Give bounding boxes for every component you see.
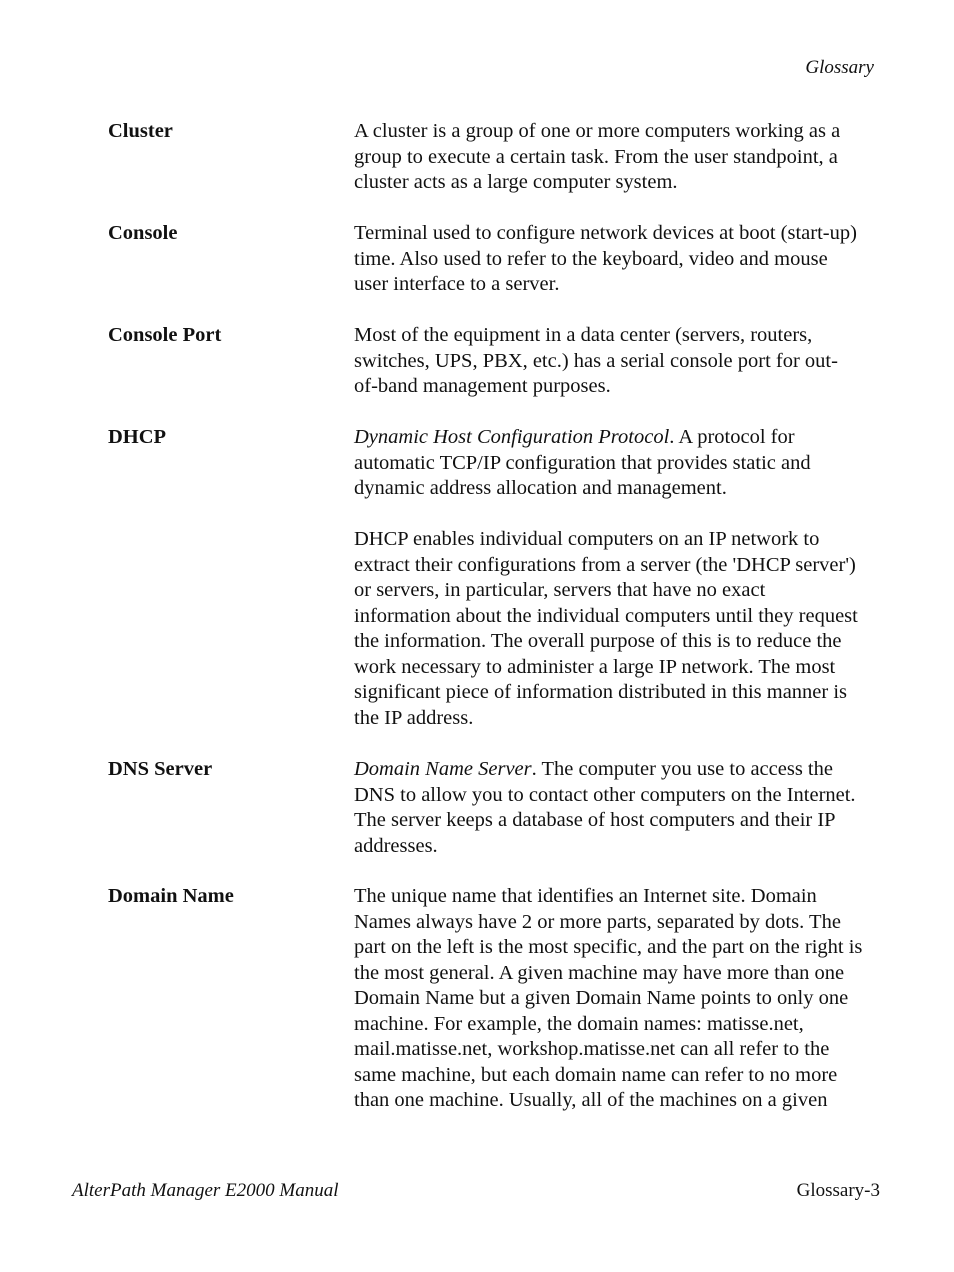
definition-text: Most of the equipment in a data center (servers, routers, switches, UPS, PBX, etc.) has a serial console port for out- of-band management purposes. [354, 324, 838, 397]
glossary-term: DHCP [108, 426, 167, 448]
definition-lead: Dynamic Host Configuration Protocol [354, 426, 670, 448]
definition-paragraph [354, 323, 894, 400]
definition-text: A cluster is a group of one or more computers working as a group to execute a certain task. From the user standpoint, a cluster acts as a large computer system. [354, 120, 841, 193]
glossary-term: DNS Server [108, 758, 213, 780]
running-header: Glossary [805, 57, 874, 78]
glossary-term: Console [108, 222, 178, 244]
definition-paragraph [354, 119, 894, 196]
glossary-definition [354, 119, 894, 196]
definition-paragraph [354, 425, 894, 502]
definition-lead: Domain Name Server [354, 758, 532, 780]
footer-manual-title: AlterPath Manager E2000 Manual [72, 1180, 339, 1201]
glossary-term: Cluster [108, 120, 173, 142]
glossary-definition [354, 221, 894, 298]
definition-text: . The computer you use to access the DNS to allow you to contact other computers on the Internet. The server keeps a database of host computers and their IP addresses. [354, 758, 856, 857]
definition-text: The unique name that identifies an Internet site. Domain Names always have 2 or more parts, separated by dots. The part on the left is the most specific, and the part on the right is the most general. A given machine may have more than one Domain Name but a given Domain Name points to only one machine. For example, the domain names: matisse.net, mail.matisse.net, workshop.matisse.net can all refer to the same machine, but each domain name can refer to no more than one machine. Usually, all of the machines on a given [354, 885, 863, 1111]
definition-paragraph [354, 757, 894, 859]
glossary-term: Domain Name [108, 885, 234, 907]
definition-paragraph [354, 221, 894, 298]
glossary-definition [354, 425, 894, 731]
glossary-definition [354, 323, 894, 400]
definition-text: Terminal used to configure network devices at boot (start-up) time. Also used to refer to the keyboard, video and mouse user interface to a server. [354, 222, 857, 295]
glossary-definition [354, 884, 894, 1114]
definition-text: . A protocol for automatic TCP/IP configuration that provides static and dynamic address allocation and management. [354, 426, 811, 499]
glossary-definition [354, 757, 894, 859]
definition-paragraph-extra: DHCP enables individual computers on an IP network to extract their configurations from a server (the 'DHCP server') or servers, in particular, servers that have no exact information about the individual computers until they request the information. The overall purpose of this is to reduce the work necessary to administer a large IP network. The most significant piece of information distributed in this manner is the IP address. [354, 528, 858, 729]
glossary-term: Console Port [108, 324, 222, 346]
definition-paragraph [354, 884, 894, 1114]
footer-page-number: Glossary-3 [796, 1180, 880, 1201]
